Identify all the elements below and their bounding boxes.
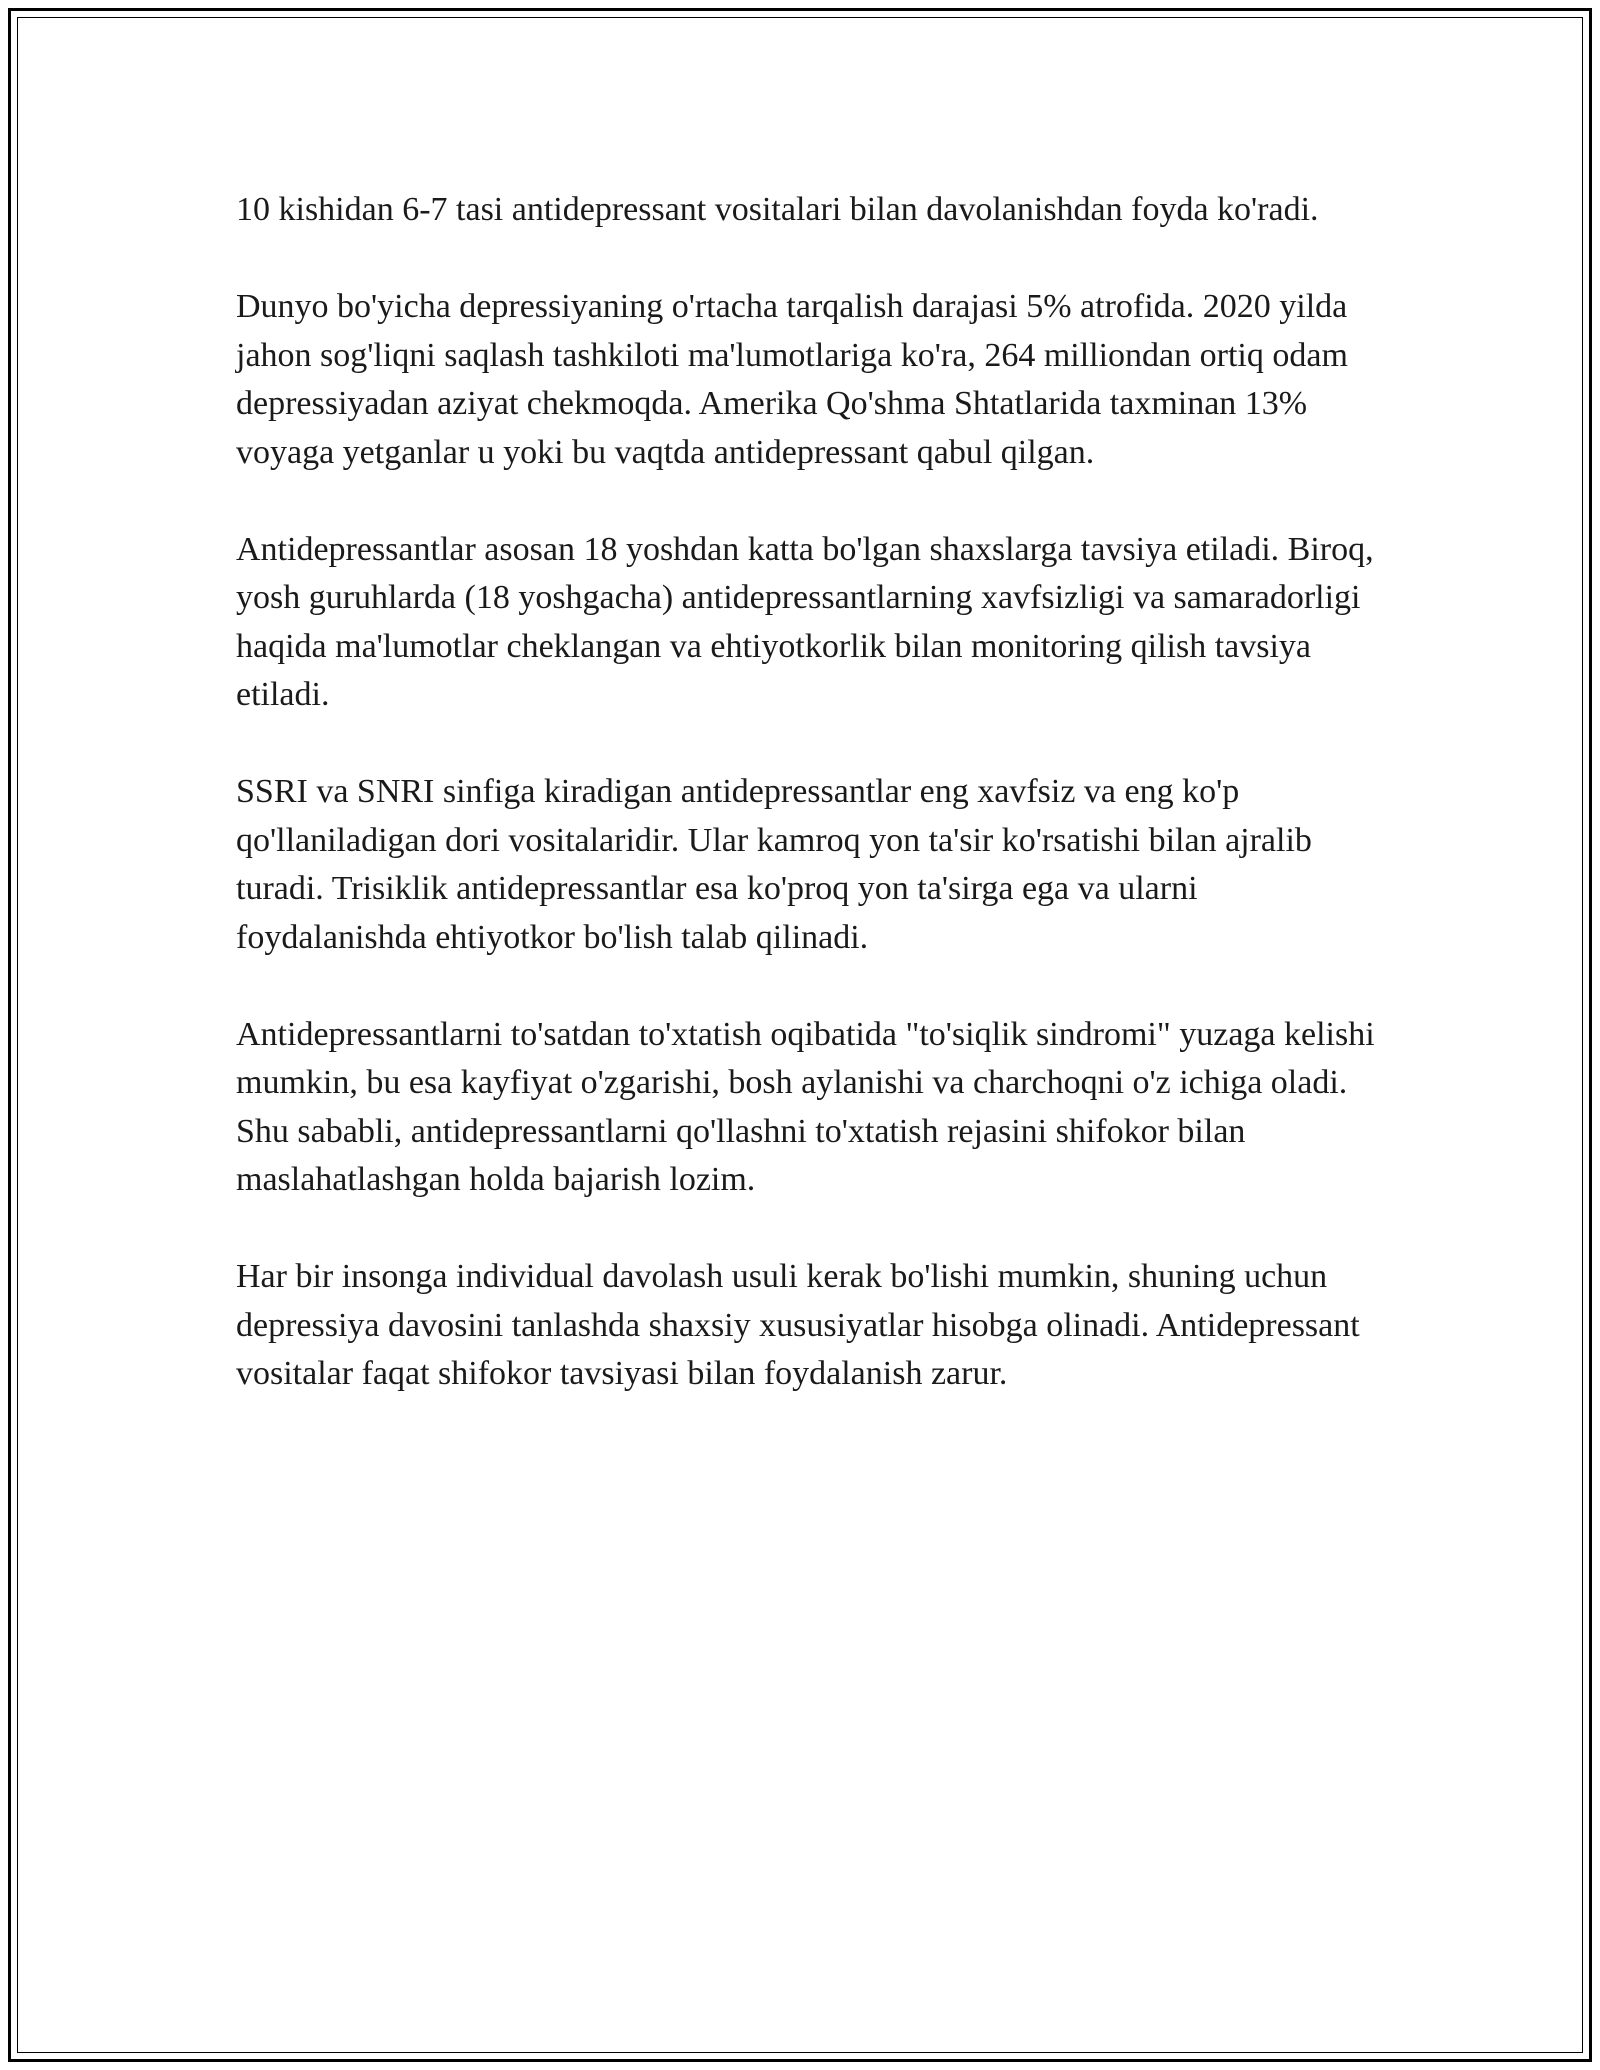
paragraph-5: Antidepressantlarni to'satdan to'xtatish oqibatida "to'siqlik sindromi" yuzaga kelishi mumkin, bu esa kayfiyat o'zgarishi, bosh aylanishi va charchoqni o'z ichiga oladi. Shu sababli, antidepressantlarni qo'llashni to'xtatish rejasini shifokor bilan maslahatlashgan holda bajarish lozim. [236,1015,1375,1198]
paragraph-6: Har bir insonga individual davolash usuli kerak bo'lishi mumkin, shuning uchun depressiya davosini tanlashda shaxsiy xususiyatlar hisobga olinadi. Antidepressant vositalar faqat shifokor tavsiyasi bilan foydalanish zarur. [236,1258,1360,1392]
paragraph-2: Dunyo bo'yicha depressiyaning o'rtacha tarqalish darajasi 5% atrofida. 2020 yilda jahon sog'liqni saqlash tashkiloti ma'lumotlariga ko'ra, 264 milliondan ortiq odam depressiyadan aziyat chekmoqda. Amerika Qo'shma Shtatlarida taxminan 13% voyaga yetganlar u yoki bu vaqtda antidepressant qabul qilgan. [236,288,1348,471]
paragraph-1: 10 kishidan 6-7 tasi antidepressant vositalari bilan davolanishdan foyda ko'radi. [236,191,1319,228]
document-body [236,186,1386,1399]
paragraph-3: Antidepressantlar asosan 18 yoshdan katta bo'lgan shaxslarga tavsiya etiladi. Biroq, yosh guruhlarda (18 yoshgacha) antidepressantlarning xavfsizligi va samaradorligi haqida ma'lumotlar cheklangan va ehtiyotkorlik bilan monitoring qilish tavsiya etiladi. [236,530,1374,713]
paragraph-4: SSRI va SNRI sinfiga kiradigan antidepressantlar eng xavfsiz va eng ko'p qo'llaniladigan dori vositalaridir. Ular kamroq yon ta'sir ko'rsatishi bilan ajralib turadi. Trisiklik antidepressantlar esa ko'proq yon ta'sirga ega va ularni foydalanishda ehtiyotkor bo'lish talab qilinadi. [236,773,1312,956]
